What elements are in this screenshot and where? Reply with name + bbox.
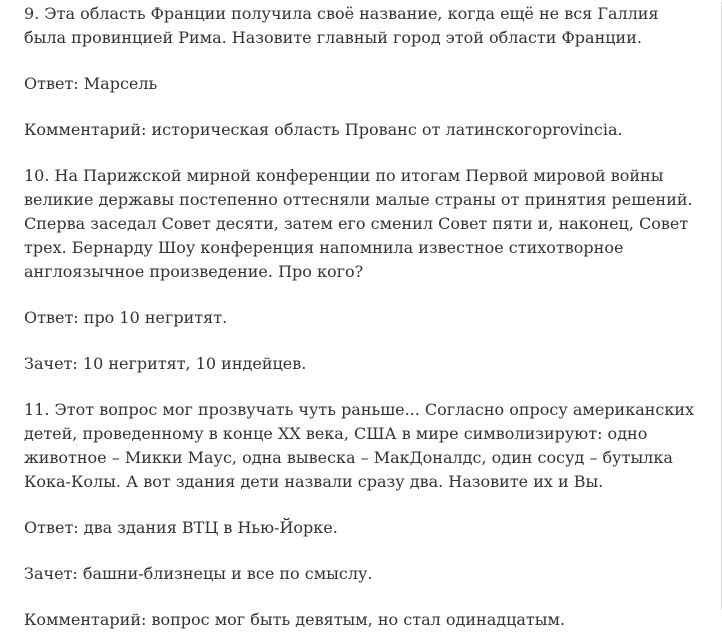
answer-11: Ответ: два здания ВТЦ в Нью-Йорке. (24, 518, 338, 537)
article-body (0, 2, 721, 632)
comment-11: Комментарий: вопрос мог быть девятым, но стал одинадцатым. (24, 610, 566, 629)
question-11: 11. Этот вопрос мог прозвучать чуть раньше... Согласно опросу американских детей, проведенному в конце XX века, США в мире символизируют: одно животное – Микки Маус, одна вывеска – МакДоналдс, один сосуд – бутылка Кока-Колы. А вот здания дети назвали сразу два. Назовите их и Вы. (24, 400, 695, 491)
question-9: 9. Эта область Франции получила своё название, когда ещё не вся Галлия была провинцией Рима. Назовите главный город этой области Франции. (24, 4, 659, 47)
comment-9: Комментарий: историческая область Прованс от латинскогоprovincia. (24, 120, 623, 139)
accepted-10: Зачет: 10 негритят, 10 индейцев. (24, 354, 307, 373)
accepted-11: Зачет: башни-близнецы и все по смыслу. (24, 564, 373, 583)
answer-10: Ответ: про 10 негритят. (24, 308, 228, 327)
question-10: 10. На Парижской мирной конференции по итогам Первой мировой войны великие державы постепенно оттесняли малые страны от принятия решений. Сперва заседал Совет десяти, затем его сменил Совет пяти и, наконец, Совет трех. Бернарду Шоу конференция напомнила известное стихотворное англоязычное произведение. Про кого? (24, 166, 693, 281)
answer-9: Ответ: Марсель (24, 74, 158, 93)
